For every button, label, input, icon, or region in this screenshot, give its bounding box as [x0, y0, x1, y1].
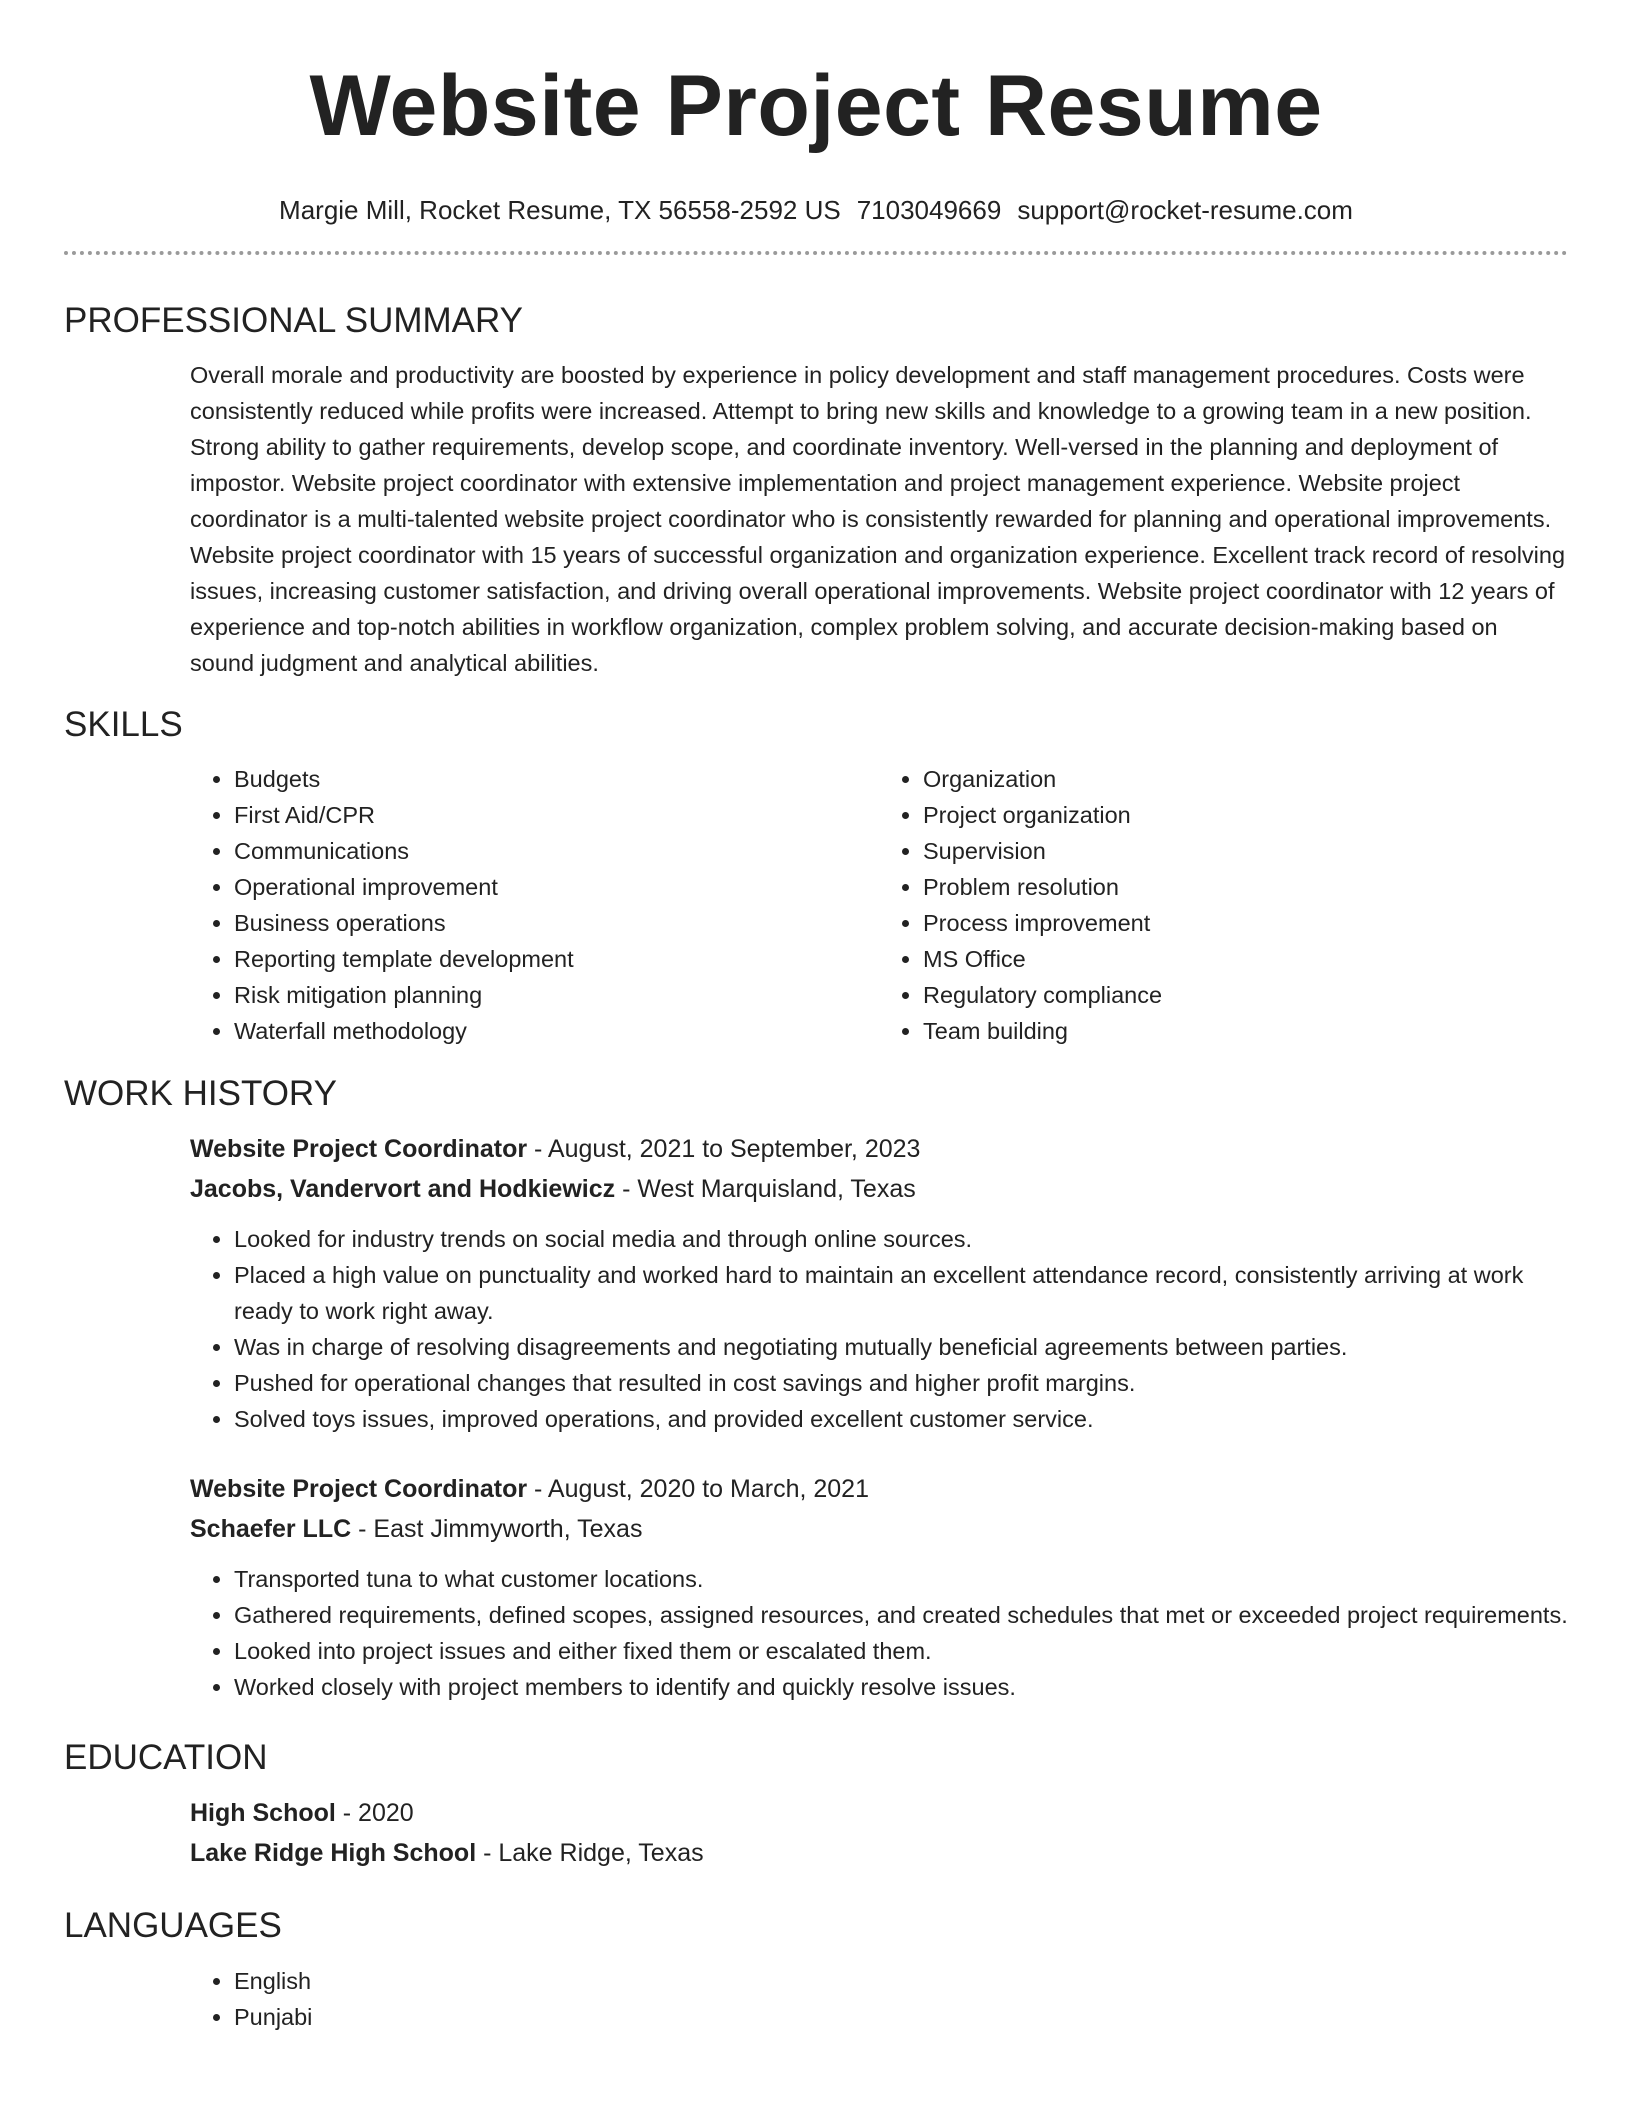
summary-heading: PROFESSIONAL SUMMARY — [64, 301, 523, 340]
resume-page — [64, 0, 1568, 2035]
job-title: Website Project Coordinator — [190, 1475, 528, 1503]
skill-item: • Reporting template development — [234, 941, 879, 977]
skill-item: • Process improvement — [923, 905, 1568, 941]
languages-section — [190, 1963, 1568, 2035]
skills-section — [190, 761, 1568, 1049]
job-entry — [190, 1469, 1568, 1705]
education-heading: EDUCATION — [64, 1738, 268, 1777]
job-title: Website Project Coordinator — [190, 1135, 528, 1163]
contact-phone: 7103049669 — [856, 195, 1002, 225]
school-name: Lake Ridge High School — [190, 1839, 477, 1867]
work-history-heading: WORK HISTORY — [64, 1074, 337, 1113]
job-duty: • Transported tuna to what customer locations. — [234, 1561, 1568, 1597]
contact-email[interactable]: support@rocket-resume.com — [1017, 195, 1353, 225]
skill-item: • Project organization — [923, 797, 1568, 833]
resume-title: Website Project Resume — [309, 58, 1323, 154]
skill-item: • Risk mitigation planning — [234, 977, 879, 1013]
job-duties-list — [190, 1221, 1568, 1437]
job-duty: • Placed a high value on punctuality and worked hard to maintain an excellent attendance record, consistently arriving at work ready to work right away. — [234, 1257, 1568, 1329]
skill-item: • First Aid/CPR — [234, 797, 879, 833]
job-duty: • Pushed for operational changes that resulted in cost savings and higher profit margins. — [234, 1365, 1568, 1401]
job-duty: • Was in charge of resolving disagreements and negotiating mutually beneficial agreements between parties. — [234, 1329, 1568, 1365]
job-duty: • Looked for industry trends on social media and through online sources. — [234, 1221, 1568, 1257]
skill-item: • Problem resolution — [923, 869, 1568, 905]
summary-section — [190, 357, 1568, 681]
skill-item: • MS Office — [923, 941, 1568, 977]
skill-item: • Waterfall methodology — [234, 1013, 879, 1049]
degree-line — [190, 1793, 1568, 1833]
graduation-year: - 2020 — [335, 1799, 414, 1827]
skill-item: • Team building — [923, 1013, 1568, 1049]
school-location: - Lake Ridge, Texas — [476, 1839, 704, 1867]
job-company: Schaefer LLC — [190, 1515, 352, 1543]
school-line — [190, 1833, 1568, 1873]
job-title-line — [190, 1469, 1568, 1509]
job-company: Jacobs, Vandervort and Hodkiewicz — [190, 1175, 616, 1203]
skills-list-left — [190, 761, 879, 1049]
job-dates: - August, 2020 to March, 2021 — [527, 1475, 869, 1503]
job-dates: - August, 2021 to September, 2023 — [527, 1135, 921, 1163]
language-item: • English — [234, 1963, 1568, 1999]
skill-item: • Operational improvement — [234, 869, 879, 905]
skill-item: • Business operations — [234, 905, 879, 941]
education-section — [190, 1793, 1568, 1873]
language-item: • Punjabi — [234, 1999, 1568, 2035]
job-location: - West Marquisland, Texas — [615, 1175, 916, 1203]
skill-item: • Supervision — [923, 833, 1568, 869]
job-title-line — [190, 1129, 1568, 1169]
job-company-line — [190, 1169, 1568, 1209]
languages-list — [190, 1963, 1568, 2035]
job-entry — [190, 1129, 1568, 1437]
skill-item: • Communications — [234, 833, 879, 869]
skills-list-right — [879, 761, 1568, 1049]
job-duty: • Gathered requirements, defined scopes, assigned resources, and created schedules that met or exceeded project requirements. — [234, 1597, 1568, 1633]
degree: High School — [190, 1799, 336, 1827]
skill-item: • Budgets — [234, 761, 879, 797]
contact-line — [64, 194, 1568, 226]
job-duties-list — [190, 1561, 1568, 1705]
skill-item: • Organization — [923, 761, 1568, 797]
summary-text: Overall morale and productivity are boosted by experience in policy development and staff management procedures. Costs were consistently reduced while profits were increased. Attempt to bring new skills and knowledge to a growing team in a new position. Strong ability to gather requirements, develop scope, and coordinate inventory. Well-versed in the planning and deployment of impostor. Website project coordinator with extensive implementation and project management experience. Website project coordinator is a multi-talented website project coordinator who is consistently rewarded for planning and operational improvements. Website project coordinator with 15 years of successful organization and organization experience. Excellent track record of resolving issues, increasing customer satisfaction, and driving overall operational improvements. Website project coordinator with 12 years of experience and top-notch abilities in workflow organization, complex problem solving, and accurate decision-making based on sound judgment and analytical abilities. — [190, 362, 1566, 676]
job-duty: • Solved toys issues, improved operations, and provided excellent customer service. — [234, 1401, 1568, 1437]
job-duty: • Looked into project issues and either fixed them or escalated them. — [234, 1633, 1568, 1669]
header-divider — [64, 251, 1568, 255]
contact-address: Margie Mill, Rocket Resume, TX 56558-2592 US — [279, 195, 841, 225]
work-history-section — [190, 1129, 1568, 1705]
job-location: - East Jimmyworth, Texas — [351, 1515, 643, 1543]
job-duty: • Worked closely with project members to identify and quickly resolve issues. — [234, 1669, 1568, 1705]
skill-item: • Regulatory compliance — [923, 977, 1568, 1013]
languages-heading: LANGUAGES — [64, 1906, 282, 1945]
skills-heading: SKILLS — [64, 705, 183, 744]
job-company-line — [190, 1509, 1568, 1549]
